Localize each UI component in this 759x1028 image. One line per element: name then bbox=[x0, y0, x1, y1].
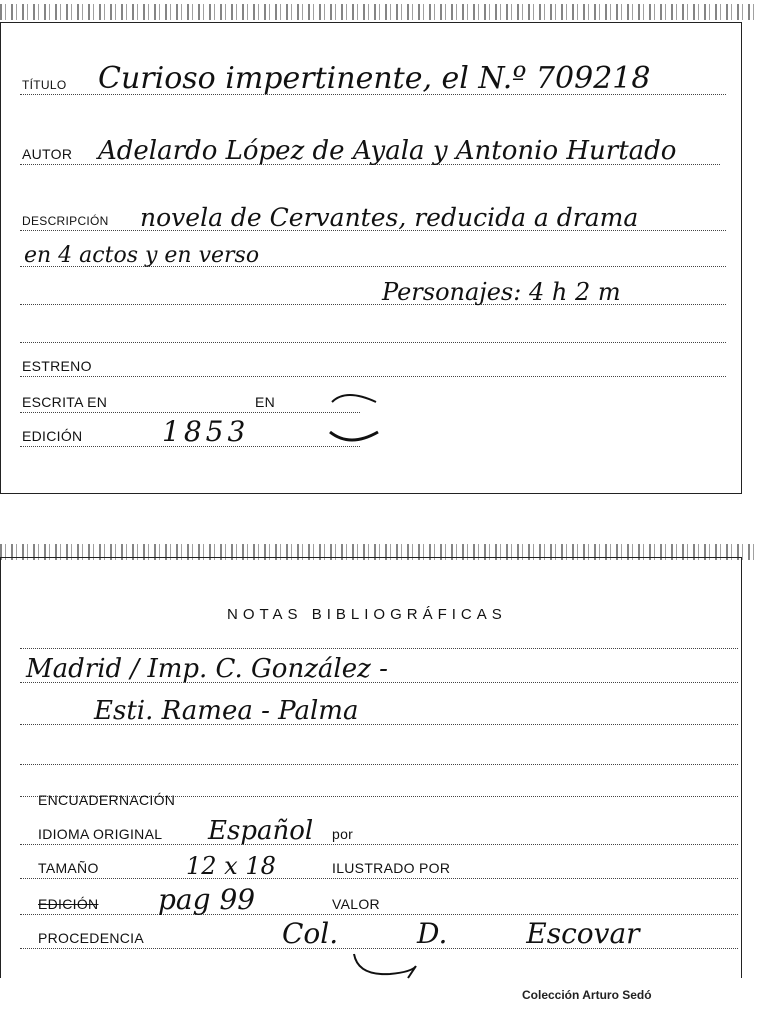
ilustrado-label: ILUSTRADO POR bbox=[332, 860, 451, 876]
edicion-page-value: pag 99 bbox=[158, 883, 256, 916]
autor-value: Adelardo López de Ayala y Antonio Hurtado bbox=[98, 136, 677, 166]
edicion-label: EDICIÓN bbox=[22, 428, 83, 444]
escrita-row bbox=[20, 390, 360, 413]
edicion-label-struck: EDICIÓN bbox=[38, 896, 99, 912]
encuadernacion-label: ENCUADERNACIÓN bbox=[38, 792, 176, 808]
procedencia-row bbox=[20, 917, 738, 950]
descripcion-row-2 bbox=[20, 244, 726, 267]
idioma-label: IDIOMA ORIGINAL bbox=[38, 826, 163, 842]
titulo-label: TÍTULO bbox=[22, 78, 67, 92]
edicion-row bbox=[20, 415, 360, 448]
notas-line1: Madrid / Imp. C. González - bbox=[26, 654, 388, 684]
notas-bibliograficas-title: NOTAS BIBLIOGRÁFICAS bbox=[227, 606, 507, 623]
estreno-row bbox=[20, 354, 726, 377]
descripcion-label: DESCRIPCIÓN bbox=[22, 214, 109, 228]
en-label: EN bbox=[255, 394, 276, 410]
escrita-en-label: ESCRITA EN bbox=[22, 394, 108, 410]
tamano-label: TAMAÑO bbox=[38, 860, 99, 876]
blank-row bbox=[20, 320, 726, 343]
titulo-value: Curioso impertinente, el N.º 709218 bbox=[98, 61, 651, 96]
notas-line2: Esti. Ramea - Palma bbox=[94, 696, 359, 726]
idioma-row bbox=[20, 816, 738, 846]
procedencia-value: Col. D. Escovar bbox=[282, 917, 640, 950]
punch-hole-mark bbox=[324, 388, 384, 448]
notas-row-1 bbox=[20, 626, 738, 649]
por-label: por bbox=[332, 826, 354, 842]
autor-label: AUTOR bbox=[22, 146, 73, 162]
descripcion-line1: novela de Cervantes, reducida a drama bbox=[140, 203, 639, 232]
tamano-value: 12 x 18 bbox=[186, 852, 276, 880]
notas-row-2 bbox=[20, 654, 738, 684]
notas-row-4 bbox=[20, 742, 738, 765]
signature-flourish bbox=[350, 950, 430, 984]
descripcion-row bbox=[20, 203, 726, 232]
encuadernacion-row bbox=[20, 788, 738, 810]
valor-label: VALOR bbox=[332, 896, 380, 912]
edicion-value: 1853 bbox=[162, 415, 250, 448]
estreno-label: ESTRENO bbox=[22, 358, 92, 374]
personajes-value: Personajes: 4 h 2 m bbox=[382, 278, 621, 306]
collection-footer: Colección Arturo Sedó bbox=[522, 988, 652, 1002]
titulo-row bbox=[20, 61, 726, 96]
personajes-row bbox=[20, 278, 726, 306]
idioma-value: Español bbox=[208, 816, 314, 846]
descripcion-line2: en 4 actos y en verso bbox=[24, 243, 260, 268]
autor-row bbox=[20, 136, 720, 166]
procedencia-label: PROCEDENCIA bbox=[38, 930, 144, 946]
edicion-row-2 bbox=[20, 883, 738, 916]
torn-edge-top bbox=[0, 4, 759, 20]
tamano-row bbox=[20, 852, 738, 880]
notas-row-3 bbox=[20, 696, 738, 726]
